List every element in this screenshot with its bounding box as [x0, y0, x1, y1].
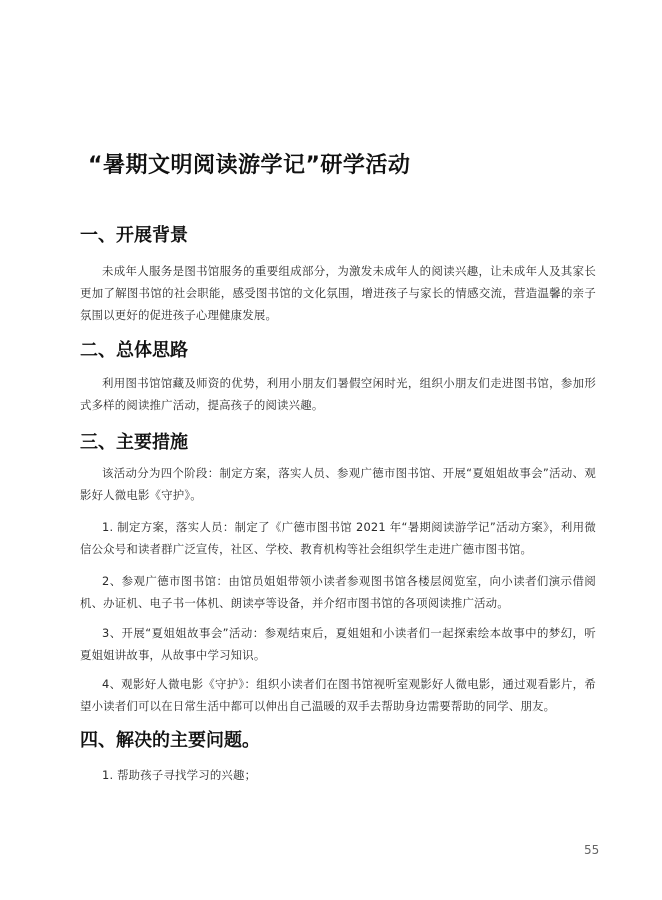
paragraph-measure-3: 3、开展“夏姐姐故事会”活动：参观结束后，夏姐姐和小读者们一起探索绘本故事中的梦幻，听夏姐姐讲故事，从故事中学习知识。: [80, 626, 596, 662]
paragraph-measure-2: 2、参观广德市图书馆：由馆员姐姐带领小读者参观图书馆各楼层阅览室，向小读者们演示借阅机、办证机、电子书一体机、朗读亭等设备，并介绍市图书馆的各项阅读推广活动。: [80, 574, 596, 610]
paragraph-approach: 利用图书馆馆藏及师资的优势，利用小朋友们暑假空闲时光，组织小朋友们走进图书馆，参加形式多样的阅读推广活动，提高孩子的阅读兴趣。: [80, 376, 596, 412]
paragraph-measure-4: 4、观影好人微电影《守护》：组织小读者们在图书馆视听室观影好人微电影，通过观看影片，希望小读者们可以在日常生活中都可以伸出自己温暖的双手去帮助身边需要帮助的同学、朋友。: [80, 677, 596, 713]
section-heading-background: 一、开展背景: [80, 225, 188, 246]
paragraph-measures-intro: 该活动分为四个阶段：制定方案，落实人员、参观广德市图书馆、开展“夏姐姐故事会”活动、观影好人微电影《守护》。: [80, 466, 596, 502]
paragraph-measure-1: 1. 制定方案，落实人员：制定了《广德市图书馆 2021 年“暑期阅读游学记”活动方案》，利用微信公众号和读者群广泛宣传，社区、学校、教育机构等社会组织学生走进广德市图书馆。: [80, 520, 596, 556]
paragraph-problem-1: 1. 帮助孩子寻找学习的兴趣；: [102, 768, 257, 782]
page-title: “暑期文明阅读游学记”研学活动: [88, 153, 411, 178]
page-number: 55: [584, 843, 600, 857]
paragraph-background: 未成年人服务是图书馆服务的重要组成部分，为激发未成年人的阅读兴趣，让未成年人及其家长更加了解图书馆的社会职能，感受图书馆的文化氛围，增进孩子与家长的情感交流，营造温馨的亲子氛围以更好的促进孩子心理健康发展。: [80, 264, 596, 322]
section-heading-measures: 三、主要措施: [80, 432, 188, 453]
section-heading-problems: 四、解决的主要问题。: [80, 730, 260, 751]
section-heading-approach: 二、总体思路: [80, 340, 188, 361]
